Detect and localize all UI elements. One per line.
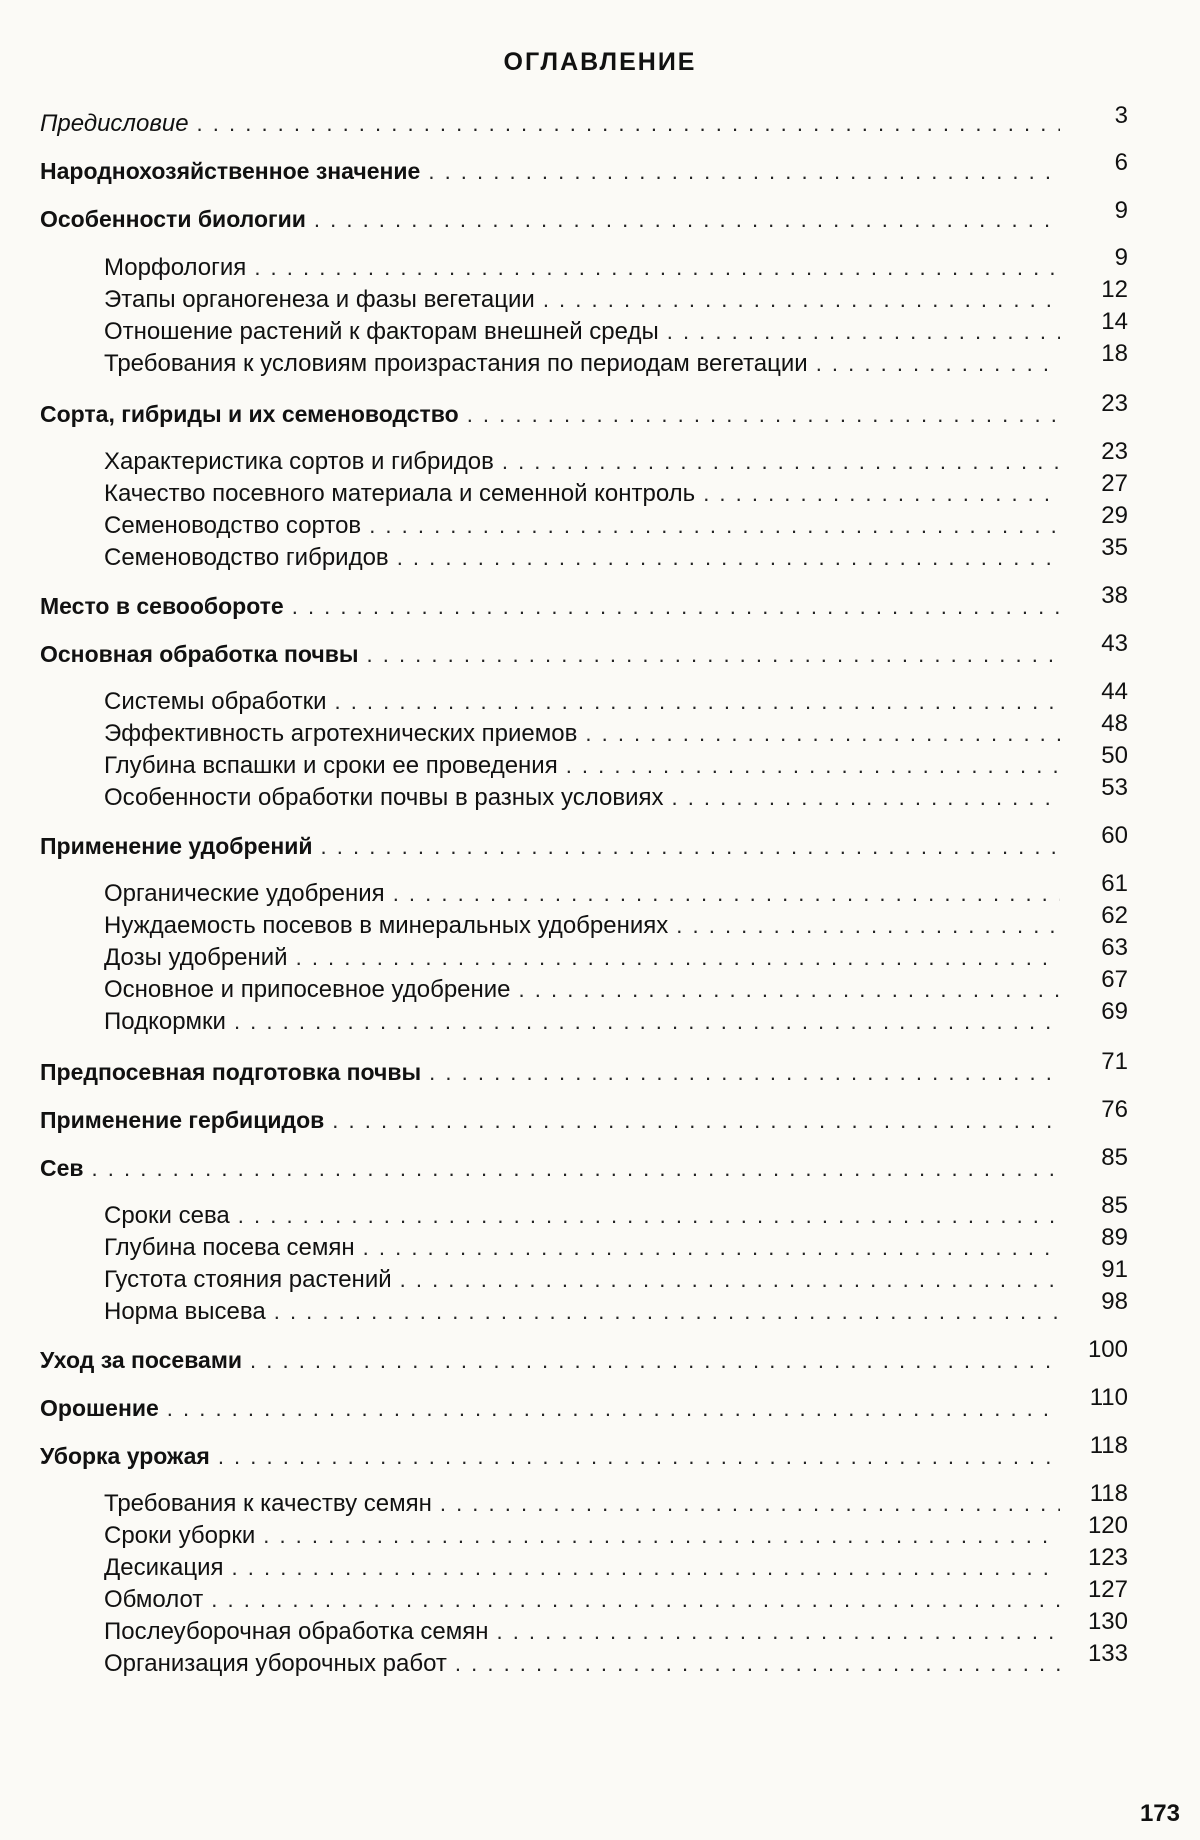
dot-leader [211, 1584, 1060, 1616]
toc-subentry [104, 542, 1060, 574]
dot-leader [321, 831, 1060, 863]
toc-entry-page: 110 [1089, 1384, 1128, 1411]
toc-entry-page: 71 [1101, 1048, 1128, 1075]
toc-entry [40, 638, 1060, 670]
dot-leader [429, 1057, 1060, 1089]
toc-entry-label: Семеноводство сортов [104, 512, 362, 539]
toc-subentry [104, 878, 1060, 910]
toc-entry [40, 1344, 1060, 1376]
toc-entry-page: 9 [1114, 244, 1128, 271]
toc-entry-page: 48 [1101, 710, 1128, 737]
toc-entry [40, 1104, 1060, 1136]
dot-leader [263, 1520, 1060, 1552]
dot-leader [496, 1616, 1060, 1648]
toc-entry-page: 89 [1101, 1224, 1128, 1251]
toc-subentry [104, 974, 1060, 1006]
toc-entry [40, 830, 1060, 862]
toc-subentry [104, 750, 1060, 782]
toc-entry-label: Основное и припосевное удобрение [104, 976, 511, 1003]
toc-entry-page: 76 [1101, 1096, 1128, 1123]
dot-leader [274, 1296, 1060, 1328]
toc-subentry [104, 252, 1060, 284]
toc-subentry [104, 478, 1060, 510]
toc-entry-label: Сорта, гибриды и их семеноводство [40, 401, 459, 427]
toc-subentry [104, 1616, 1060, 1648]
toc-entry-label: Уборка урожая [40, 1443, 210, 1469]
dot-leader [314, 204, 1060, 236]
toc-subentry [104, 1552, 1060, 1584]
toc-entry-page: 63 [1101, 934, 1128, 961]
dot-leader [232, 1552, 1060, 1584]
toc-entry-page: 62 [1101, 902, 1128, 929]
toc-entry-page: 18 [1101, 340, 1128, 367]
toc-entry-label: Подкормки [104, 1008, 226, 1035]
toc-entry-page: 120 [1087, 1512, 1128, 1539]
dot-leader [816, 348, 1060, 380]
toc-subentry [104, 1296, 1060, 1328]
dot-leader [428, 156, 1060, 188]
dot-leader [502, 446, 1060, 478]
toc-entry-page: 50 [1101, 742, 1128, 769]
toc-entry-page: 69 [1101, 998, 1128, 1025]
toc-subentry [104, 446, 1060, 478]
dot-leader [238, 1200, 1060, 1232]
toc-entry-label: Применение гербицидов [40, 1107, 325, 1133]
toc-entry-label: Особенности биологии [40, 206, 306, 232]
toc-subentry [104, 782, 1060, 814]
dot-leader [250, 1345, 1060, 1377]
toc-subentry [104, 1584, 1060, 1616]
dot-leader [197, 108, 1060, 140]
toc-entry-page: 67 [1101, 966, 1128, 993]
dot-leader [92, 1153, 1060, 1185]
toc-subentry [104, 348, 1060, 380]
dot-leader [566, 750, 1060, 782]
toc-entry-label: Органические удобрения [104, 880, 385, 907]
toc-entry-label: Предпосевная подготовка почвы [40, 1059, 422, 1085]
toc-entry-label: Дозы удобрений [104, 944, 288, 971]
dot-leader [703, 478, 1060, 510]
toc-subentry [104, 1520, 1060, 1552]
toc-entry-label: Морфология [104, 254, 247, 281]
dot-leader [519, 974, 1060, 1006]
toc-entry-page: 3 [1114, 102, 1128, 129]
toc-entry-page: 38 [1101, 582, 1128, 609]
toc-subentry [104, 1264, 1060, 1296]
toc-subentry [104, 718, 1060, 750]
toc-entry-label: Качество посевного материала и семенной контроль [104, 480, 696, 507]
dot-leader [363, 1232, 1060, 1264]
toc-entry [40, 1440, 1060, 1472]
toc-subentry [104, 1006, 1060, 1038]
toc-entry-label: Десикация [104, 1554, 224, 1581]
dot-leader [467, 399, 1060, 431]
dot-leader [334, 686, 1060, 718]
toc-subentry [104, 1488, 1060, 1520]
toc-entry-label: Этапы органогенеза и фазы вегетации [104, 286, 535, 313]
toc-subentry [104, 686, 1060, 718]
toc-entry-label: Орошение [40, 1395, 159, 1421]
dot-leader [332, 1105, 1060, 1137]
toc-entry [40, 1056, 1060, 1088]
toc-entry-page: 61 [1101, 870, 1128, 897]
toc-title: ОГЛАВЛЕНИЕ [503, 48, 697, 76]
toc-entry-label: Обмолот [104, 1586, 204, 1613]
toc-subentry [104, 1200, 1060, 1232]
toc-entry-label: Глубина посева семян [104, 1234, 355, 1261]
toc-entry-page: 35 [1101, 534, 1128, 561]
toc-entry-label: Требования к качеству семян [104, 1490, 432, 1517]
toc-entry-page: 60 [1101, 822, 1128, 849]
toc-entry-label: Уход за посевами [40, 1347, 243, 1373]
toc-entry-label: Применение удобрений [40, 833, 313, 859]
toc-entry-page: 127 [1087, 1576, 1128, 1603]
toc-entry-label: Характеристика сортов и гибридов [104, 448, 494, 475]
toc-entry-label: Норма высева [104, 1298, 266, 1325]
toc-entry-page: 12 [1101, 276, 1128, 303]
toc-entry-page: 98 [1101, 1288, 1128, 1315]
toc-entry-page: 130 [1087, 1608, 1128, 1635]
toc-entry [40, 155, 1060, 187]
toc-entry-page: 43 [1101, 630, 1128, 657]
toc-entry-label: Предисловие [40, 110, 189, 137]
toc-entry [40, 590, 1060, 622]
dot-leader [440, 1488, 1060, 1520]
toc-entry-label: Организация уборочных работ [104, 1650, 447, 1677]
toc-entry-page: 118 [1089, 1432, 1128, 1459]
toc-entry-page: 29 [1101, 502, 1128, 529]
dot-leader [676, 910, 1060, 942]
dot-leader [667, 316, 1060, 348]
toc-entry-page: 27 [1101, 470, 1128, 497]
toc-entry-label: Особенности обработки почвы в разных условиях [104, 784, 664, 811]
dot-leader [218, 1441, 1060, 1473]
toc-entry-label: Густота стояния растений [104, 1266, 392, 1293]
toc-subentry [104, 1648, 1060, 1680]
toc-entry-label: Послеуборочная обработка семян [104, 1618, 489, 1645]
toc-entry-page: 14 [1101, 308, 1128, 335]
toc-entry-page: 6 [1114, 149, 1128, 176]
dot-leader [367, 639, 1061, 671]
toc-entry-page: 100 [1087, 1336, 1128, 1363]
toc-entry-page: 133 [1087, 1640, 1128, 1667]
toc-entry-label: Сев [40, 1155, 84, 1181]
toc-subentry [104, 1232, 1060, 1264]
page-number: 173 [1139, 1800, 1180, 1827]
dot-leader [455, 1648, 1060, 1680]
dot-leader [167, 1393, 1060, 1425]
toc-entry [40, 108, 1060, 140]
toc-entry-label: Основная обработка почвы [40, 641, 359, 667]
toc-entry-label: Место в севообороте [40, 593, 284, 619]
toc-entry-label: Семеноводство гибридов [104, 544, 389, 571]
toc-subentry [104, 510, 1060, 542]
toc-entry-page: 85 [1101, 1144, 1128, 1171]
toc-entry [40, 398, 1060, 430]
toc-subentry [104, 284, 1060, 316]
toc-entry-page: 123 [1087, 1544, 1128, 1571]
toc-subentry [104, 910, 1060, 942]
dot-leader [400, 1264, 1060, 1296]
toc-entry [40, 203, 1060, 235]
toc-entry-label: Эффективность агротехнических приемов [104, 720, 578, 747]
toc-entry-label: Отношение растений к факторам внешней среды [104, 318, 659, 345]
toc-entry-page: 53 [1101, 774, 1128, 801]
dot-leader [671, 782, 1060, 814]
dot-leader [585, 718, 1060, 750]
toc-entry [40, 1152, 1060, 1184]
toc-entry-page: 23 [1101, 390, 1128, 417]
toc-entry-page: 9 [1114, 197, 1128, 224]
dot-leader [292, 591, 1060, 623]
toc-subentry [104, 316, 1060, 348]
toc-entry-label: Требования к условиям произрастания по периодам вегетации [104, 350, 808, 377]
dot-leader [254, 252, 1060, 284]
toc-entry-page: 118 [1089, 1480, 1128, 1507]
toc-entry-page: 85 [1101, 1192, 1128, 1219]
dot-leader [543, 284, 1060, 316]
toc-entry-page: 91 [1101, 1256, 1128, 1283]
toc-entry-label: Сроки уборки [104, 1522, 256, 1549]
toc-entry-label: Глубина вспашки и сроки ее проведения [104, 752, 558, 779]
dot-leader [234, 1006, 1060, 1038]
toc-entry-label: Сроки сева [104, 1202, 230, 1229]
dot-leader [397, 542, 1060, 574]
dot-leader [393, 878, 1060, 910]
toc-subentry [104, 942, 1060, 974]
toc-entry-label: Нуждаемость посевов в минеральных удобрениях [104, 912, 669, 939]
toc-entry-label: Системы обработки [104, 688, 327, 715]
dot-leader [296, 942, 1060, 974]
toc-entry [40, 1392, 1060, 1424]
toc-entry-page: 23 [1101, 438, 1128, 465]
dot-leader [369, 510, 1060, 542]
toc-entry-label: Народнохозяйственное значение [40, 158, 421, 184]
toc-entry-page: 44 [1101, 678, 1128, 705]
